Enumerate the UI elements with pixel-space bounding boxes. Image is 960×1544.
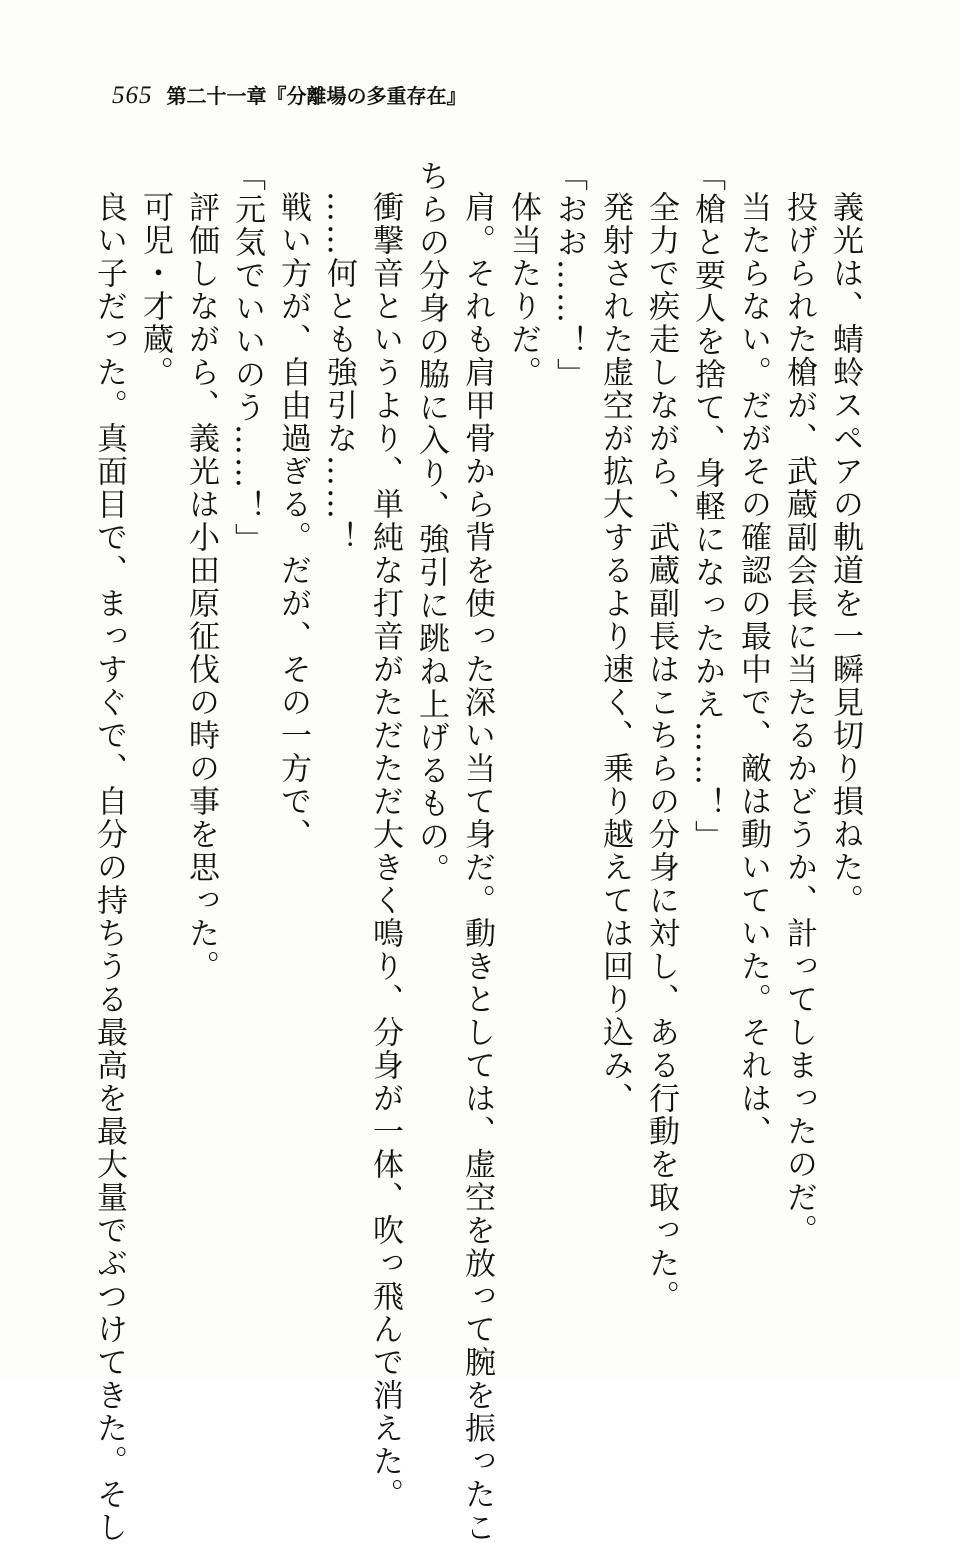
text-line: 可児・才蔵。 xyxy=(137,191,173,389)
chapter-title: 第二十一章『分離場の多重存在』 xyxy=(166,84,467,108)
text-line: ……何とも強引な……！ xyxy=(321,191,357,554)
text-line: ちらの分身の脇に入り、強引に跳ね上げるもの。 xyxy=(413,160,449,886)
text-line: 「槍と要人を捨て、身軽になったかえ……！」 xyxy=(689,160,725,853)
text-line: 肩。それも肩甲骨から背を使った深い当て身だ。動きとしては、虚空を放って腕を振ったこ xyxy=(459,191,495,1544)
running-head xyxy=(112,80,467,112)
text-line: 「おお……！」 xyxy=(551,160,587,391)
text-line: 発射された虚空が拡大するより速く、乗り越えては回り込み、 xyxy=(597,191,633,1115)
text-line: 良い子だった。真面目で、まっすぐで、自分の持ちうる最高を最大量でぶつけてきた。そし xyxy=(91,191,127,1544)
text-line: 戦い方が、自由過ぎる。だが、その一方で、 xyxy=(275,191,311,851)
text-line: 全力で疾走しながら、武蔵副長はこちらの分身に対し、ある行動を取った。 xyxy=(643,191,679,1313)
page-number: 565 xyxy=(112,82,153,109)
text-line: 衝撃音というより、単純な打音がただただ大きく鳴り、分身が一体、吹っ飛んで消えた。 xyxy=(367,191,403,1511)
text-line: 「元気でいいのう……！」 xyxy=(229,160,265,556)
text-line: 義光は、蜻蛉スペアの軌道を一瞬見切り損ねた。 xyxy=(827,191,863,917)
text-line: 当たらない。だがその確認の最中で、敵は動いていた。それは、 xyxy=(735,191,771,1148)
body-text xyxy=(91,160,868,1544)
text-line: 体当たりだ。 xyxy=(505,191,541,389)
text-line: 投げられた槍が、武蔵副会長に当たるかどうか、計ってしまったのだ。 xyxy=(781,191,817,1247)
text-line: 評価しながら、義光は小田原征伐の時の事を思った。 xyxy=(183,191,219,983)
